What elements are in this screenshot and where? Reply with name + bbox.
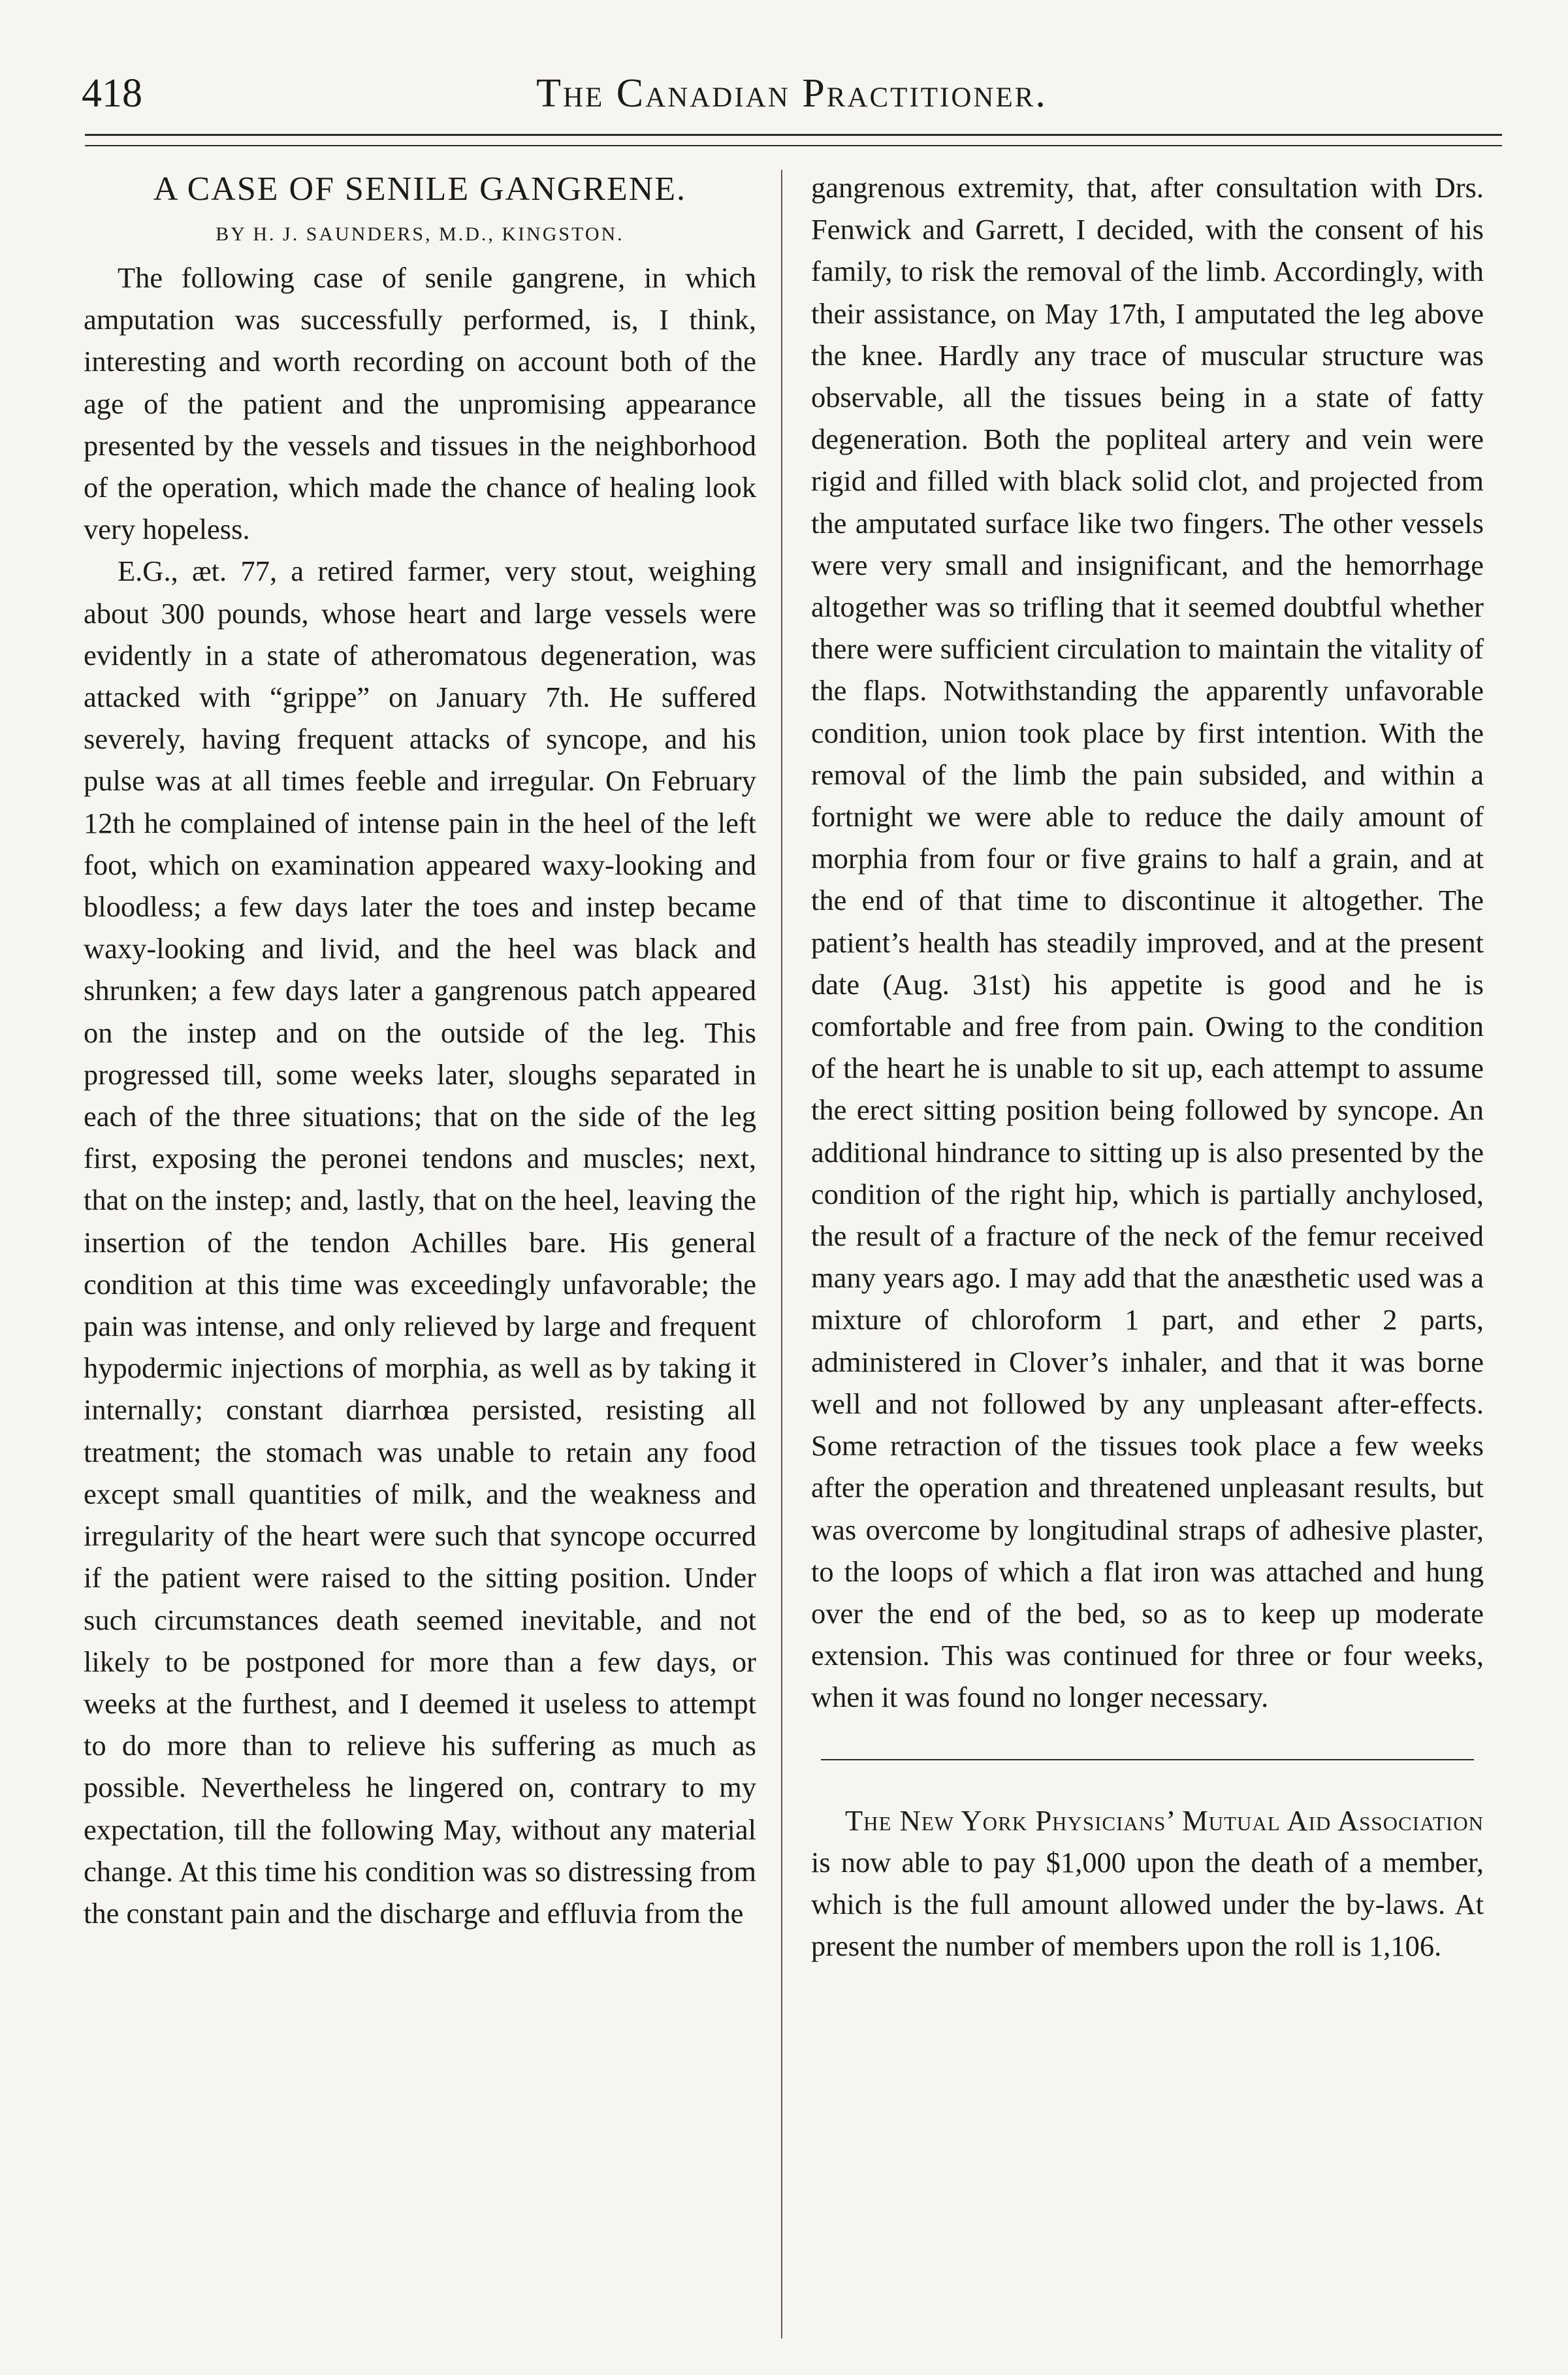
article-byline: BY H. J. SAUNDERS, M.D., KINGSTON. (216, 223, 624, 245)
header-rule (85, 134, 1502, 146)
article-paragraph-1: The following case of senile gangrene, in which amputation was successfully performed, is, I think, interesting and worth recording on account both of the age of the patient and the unpromising appearance presented by the vessels and tissues in the neighborhood of the operation, which made the chance of healing look very hopeless. (84, 261, 756, 546)
running-head: The Canadian Practitioner. (536, 71, 1048, 116)
left-column (84, 167, 756, 2342)
notice-text: is now able to pay $1,000 upon the death of a member, which is the full amount allowed under the by-laws. At present the number of members upon the roll is 1,106. (811, 1845, 1484, 1963)
article-paragraph-continued: gangrenous extremity, that, after consultation with Drs. Fenwick and Garrett, I decided, with the consent of his family, to risk the removal of the limb. Accordingly, with their assistance, on May 17th, I amputated the leg above the knee. Hardly any trace of muscular structure was observable, all the tissues being in a state of fatty degeneration. Both the popliteal artery and vein were rigid and filled with black solid clot, and projected from the amputated surface like two fingers. The other vessels were very small and insignificant, and the hemorrhage altogether was so trifling that it seemed doubtful whether there were sufficient circulation to maintain the vitality of the flaps. Notwithstanding the apparently unfavorable condition, union took place by first intention. With the removal of the limb the pain subsided, and within a fortnight we were able to reduce the daily amount of morphia from four or five grains to half a grain, and at the end of that time to discontinue it altogether. The patient’s health has steadily improved, and at the present date (Aug. 31st) his appetite is good and he is comfortable and free from pain. Owing to the condition of the heart he is unable to sit up, each attempt to assume the erect sitting position being followed by syncope. An additional hindrance to sitting up is also presented by the condition of the right hip, which is partially anchylosed, the result of a fracture of the neck of the femur received many years ago. I may add that the anæsthetic used was a mixture of chloroform 1 part, and ether 2 parts, administered in Clover’s inhaler, and that it was borne well and not followed by any unpleasant after-effects. Some retraction of the tissues took place a few weeks after the operation and threatened unpleasant results, but was overcome by longitudinal straps of adhesive plaster, to the loops of which a flat iron was attached and hung over the end of the bed, so as to keep up moderate extension. This was continued for three or four weeks, when it was found no longer necessary. (811, 171, 1484, 1714)
section-rule (821, 1759, 1474, 1760)
notice-lead: The New York Physicians’ Mutual Aid Association (845, 1803, 1484, 1837)
article-paragraph-2: E.G., æt. 77, a retired farmer, very stout, weighing about 300 pounds, whose heart and large vessels were evidently in a state of atheromatous degeneration, was attacked with “grippe” on January 7th. He suffered severely, having frequent attacks of syncope, and his pulse was at all times feeble and irregular. On February 12th he complained of intense pain in the heel of the left foot, which on examination appeared waxy-looking and bloodless; a few days later the toes and instep became waxy-looking and livid, and the heel was black and shrunken; a few days later a gangrenous patch appeared on the instep and on the outside of the leg. This progressed till, some weeks later, sloughs separated in each of the three situations; that on the side of the leg first, exposing the peronei tendons and muscles; next, that on the instep; and, lastly, that on the heel, leaving the insertion of the tendon Achilles bare. His general condition at this time was exceedingly unfavorable; the pain was intense, and only relieved by large and frequent hypodermic injections of morphia, as well as by taking it internally; constant diarrhœa persisted, resisting all treatment; the stomach was unable to retain any food except small quantities of milk, and the weakness and irregularity of the heart were such that syncope occurred if the patient were raised to the sitting position. Under such circumstances death seemed inevitable, and not likely to be postponed for more than a few days, or weeks at the furthest, and I deemed it useless to attempt to do more than to relieve his suffering as much as possible. Nevertheless he lingered on, contrary to my expectation, till the following May, without any material change. At this time his condition was so distressing from the constant pain and the discharge and effluvia from the (84, 555, 756, 1930)
column-divider (781, 170, 782, 2338)
notice-paragraph (811, 1800, 1484, 1967)
page-number: 418 (82, 71, 142, 116)
right-column (811, 167, 1484, 2342)
page-header (82, 65, 1502, 137)
article-title: A CASE OF SENILE GANGRENE. (153, 170, 687, 208)
